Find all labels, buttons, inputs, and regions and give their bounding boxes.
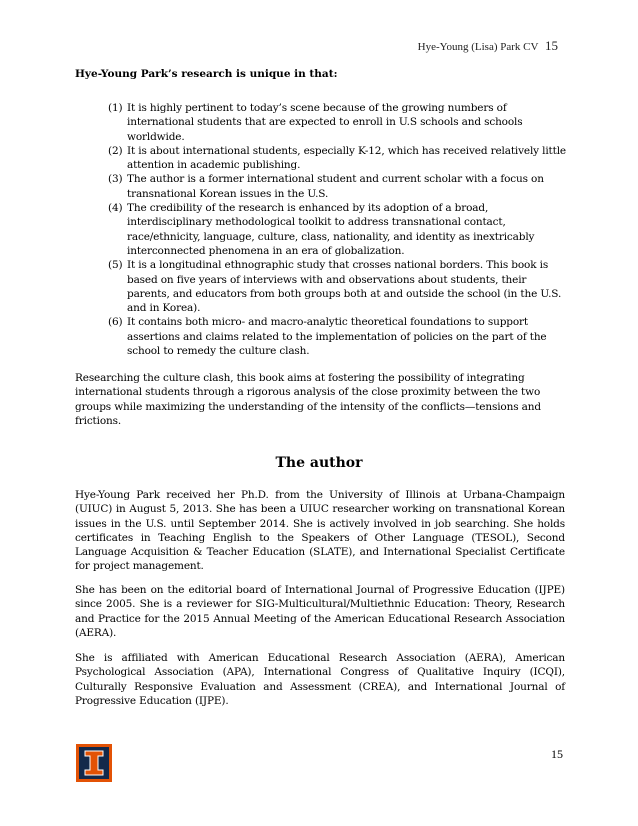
list-item	[108, 144, 568, 173]
footer-page-number: 15	[551, 747, 563, 761]
header-page-number: 15	[545, 38, 558, 53]
reasons-list	[108, 101, 568, 358]
list-item	[108, 315, 568, 358]
list-item-text: It is about international students, especially K-12, which has received relatively little attention in academic publishing.	[127, 144, 566, 172]
affiliations-paragraph: She is affiliated with American Educational Research Association (AERA), American Psychological Association (APA), International Congress of Qualitative Inquiry (ICQI), Culturally Responsive Evaluation and Assessment (CREA), and International Journal of Progressive Education (IJPE).	[75, 652, 565, 707]
list-item-number: (6)	[108, 316, 123, 329]
list-item-number: (2)	[108, 144, 123, 157]
page-header	[418, 38, 558, 54]
list-item-number: (1)	[108, 102, 123, 114]
list-item-text: The credibility of the research is enhanced by its adoption of a broad, interdisciplinary methodological toolkit to address transnational contact, race/ethnicity, language, culture, class, nationality, and identity as inextricably interconnected phenomena in an era of globalization.	[127, 202, 535, 257]
section-title-author: The author	[275, 455, 363, 471]
author-bio-paragraph: Hye-Young Park received her Ph.D. from the University of Illinois at Urbana-Champaign (UIUC) in August 5, 2013. She has been a UIUC researcher working on transnational Korean issues in the U.S. until September 2014. She is actively involved in job searching. She holds certificates in Teaching English to the Speakers of Other Language (TESOL), Second Language Acquisition & Teacher Education (SLATE), and International Specialist Certificate for project management.	[75, 489, 565, 573]
list-item-text: It is highly pertinent to today’s scene because of the growing numbers of international students that are expected to enroll in U.S schools and schools worldwide.	[127, 102, 523, 143]
list-item-number: (5)	[108, 259, 123, 272]
intro-heading: Hye-Young Park’s research is unique in that:	[75, 68, 338, 80]
illinois-block-i-logo	[76, 744, 112, 782]
editorial-paragraph: She has been on the editorial board of International Journal of Progressive Education (IJPE) since 2005. She is a reviewer for SIG-Multicultural/Multiethnic Education: Theory, Research and Practice for the 2015 Annual Meeting of the American Educational Research Association (AERA).	[75, 584, 565, 639]
list-item-number: (3)	[108, 173, 123, 186]
header-author: Hye-Young (Lisa) Park CV	[417, 41, 539, 53]
list-item	[108, 101, 568, 144]
list-item-text: The author is a former international student and current scholar with a focus on transnational Korean issues in the U.S.	[127, 173, 544, 200]
list-item-number: (4)	[108, 202, 123, 215]
summary-paragraph: Researching the culture clash, this book aims at fostering the possibility of integrating international students through a rigorous analysis of the close proximity between the two groups while maximizing the understanding of the intensity of the conflicts—tensions and frictions.	[75, 372, 541, 427]
list-item	[108, 201, 568, 258]
list-item-text: It contains both micro- and macro-analytic theoretical foundations to support assertions and claims related to the implementation of policies on the part of the school to remedy the culture clash.	[127, 316, 547, 358]
list-item	[108, 172, 568, 201]
list-item-text: It is a longitudinal ethnographic study that crosses national borders. This book is based on five years of interviews with and observations about students, their parents, and educators from both groups both at and outside the school (in the U.S. and in Korea).	[127, 259, 562, 315]
list-item	[108, 258, 568, 315]
